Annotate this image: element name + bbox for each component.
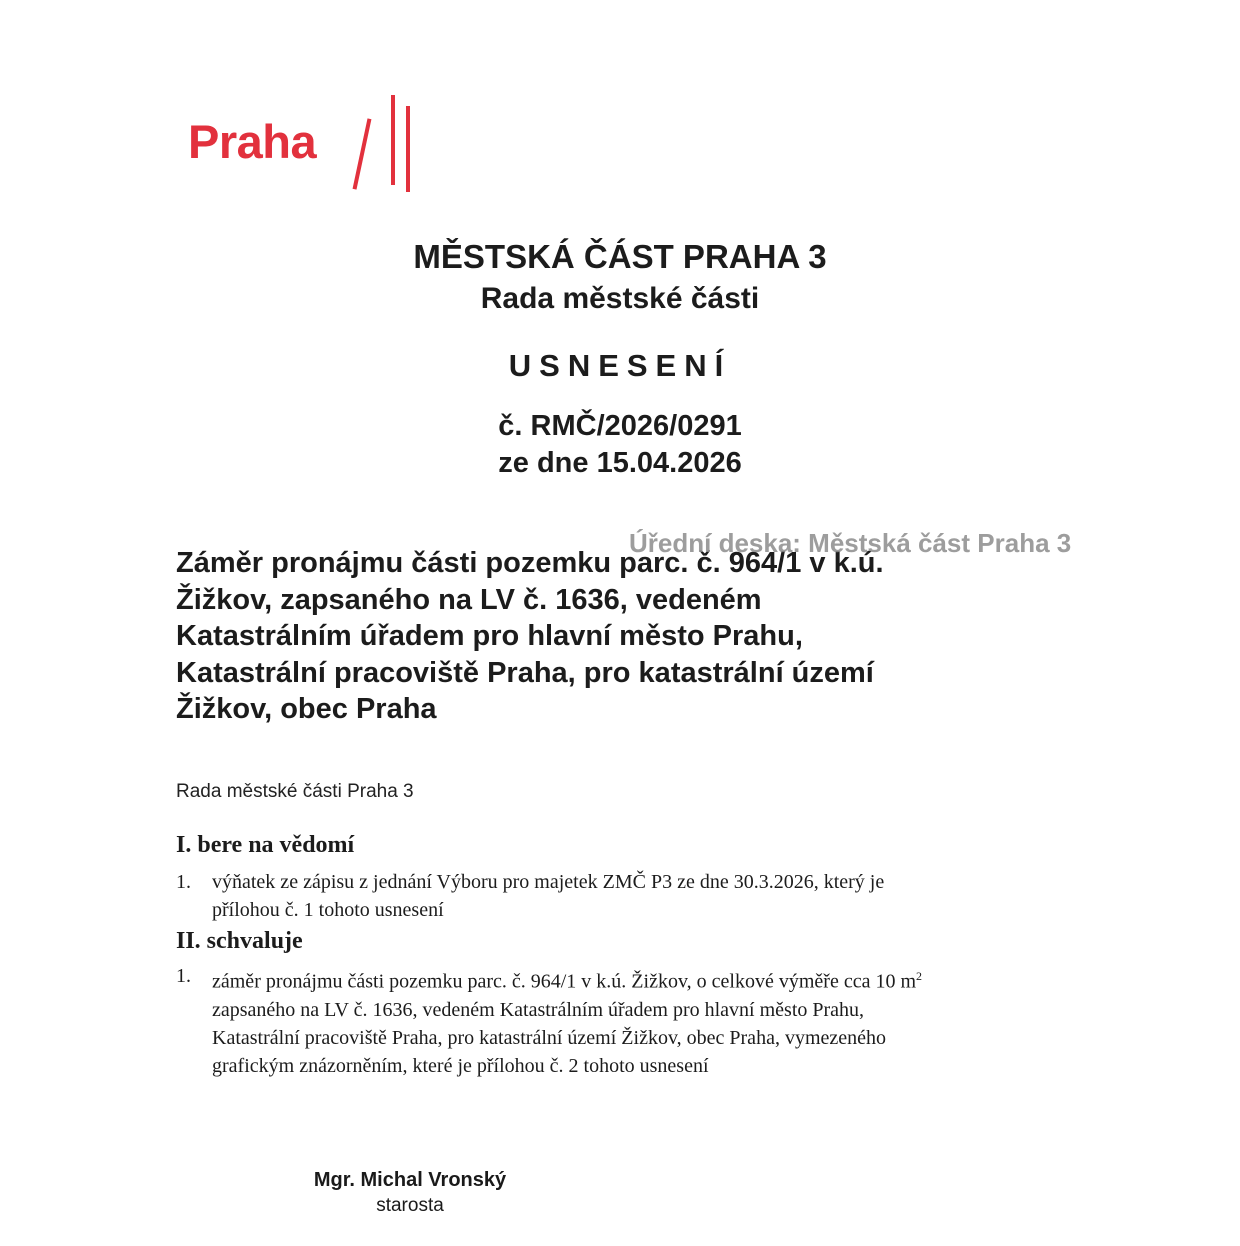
official-board-watermark: Úřední deska: Městská část Praha 3 — [629, 528, 1072, 558]
authority-name: MĚSTSKÁ ČÁST PRAHA 3 — [413, 238, 827, 275]
section-heading: I. bere na vědomí — [176, 832, 355, 858]
title-line: Žižkov, zapsaného na LV č. 1636, vedeném — [176, 583, 762, 616]
signatory-role: starosta — [376, 1195, 444, 1216]
title-line: Záměr pronájmu části pozemku parc. č. 964/1 v k.ú. — [176, 547, 884, 579]
item-line: grafickým znázorněním, které je přílohou č. 2 tohoto usnesení — [212, 1054, 709, 1077]
council-name: Rada městské části — [480, 282, 760, 315]
list-item — [176, 868, 1076, 924]
logo-bar-icon — [391, 95, 395, 185]
title-line: Žižkov, obec Praha — [176, 693, 437, 725]
item-number: 1. — [176, 871, 191, 893]
item-line: výňatek ze zápisu z jednání Výboru pro majetek ZMČ P3 ze dne 30.3.2026, který je — [212, 871, 885, 893]
resolution-number: č. RMČ/2026/0291 — [498, 410, 742, 442]
item-line: Katastrální pracoviště Praha, pro katastrální území Žižkov, obec Praha, vymezeného — [212, 1026, 887, 1049]
list-item — [176, 962, 1086, 1080]
logo-slash-icon — [353, 118, 372, 189]
item-line: přílohou č. 1 tohoto usnesení — [212, 899, 444, 921]
item-line: zapsaného na LV č. 1636, vedeném Katastrálním úřadem pro hlavní město Prahu, — [212, 998, 865, 1021]
superscript: 2 — [916, 969, 923, 983]
section-heading: II. schvaluje — [176, 928, 303, 954]
item-line — [212, 962, 1086, 996]
resolution-title — [176, 545, 1076, 728]
document-type: USNESENÍ — [508, 348, 732, 383]
item-text — [212, 962, 1086, 1080]
logo-bar-icon — [406, 106, 410, 192]
signatory-name: Mgr. Michal Vronský — [313, 1169, 507, 1191]
item-number: 1. — [176, 965, 191, 987]
logo-text: Praha — [188, 115, 317, 168]
intro-text: Rada městské části Praha 3 — [176, 781, 414, 802]
title-line: Katastrální pracoviště Praha, pro katastrální území — [176, 656, 874, 689]
item-text — [212, 868, 1076, 924]
item-line-text: záměr pronájmu části pozemku parc. č. 964/1 v k.ú. Žižkov, o celkové výměře cca 10 m — [212, 970, 917, 993]
title-line: Katastrálním úřadem pro hlavní město Prahu, — [176, 620, 803, 652]
resolution-date: ze dne 15.04.2026 — [498, 447, 742, 479]
